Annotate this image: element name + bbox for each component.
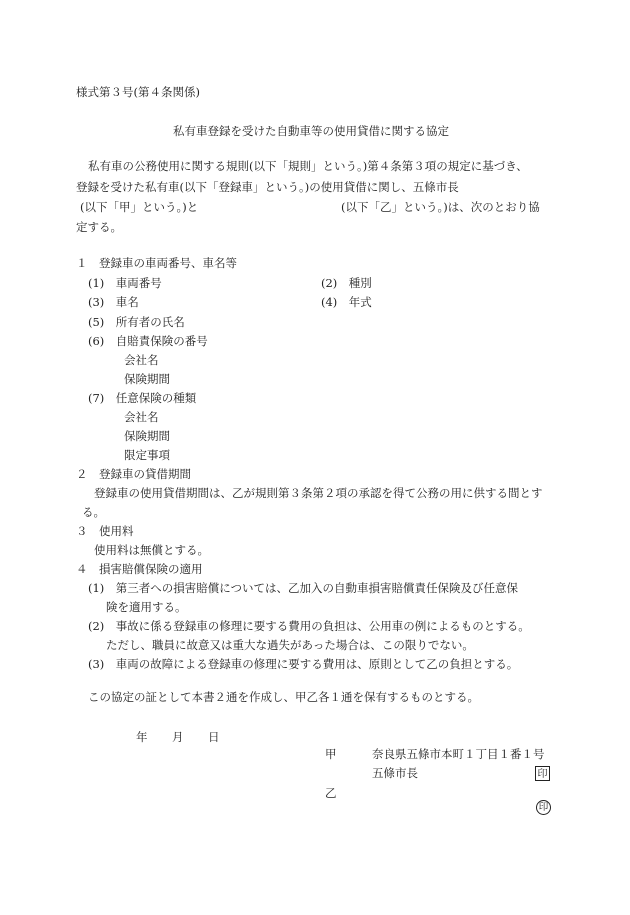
date-month: 月 <box>172 730 184 744</box>
party-b-seal: 印 <box>536 800 551 815</box>
section-4-item-3-line-1: (3) 車両の故障による登録車の修理に要する費用は、原則として乙の負担とする。 <box>88 657 519 671</box>
party-a-label: 甲 <box>325 747 337 761</box>
preamble-line-3b: (以下「乙」という。)は、次のとおり協 <box>341 200 540 214</box>
section-1-heading: １ 登録車の車両番号、車名等 <box>76 256 237 270</box>
section-4-item-2-line-1: (2) 事故に係る登録車の修理に要する費用の負担は、公用車の例によるものとする。 <box>88 619 530 633</box>
item-voluntary-insurance: (7) 任意保険の種類 <box>88 391 197 405</box>
item-compulsory-insurance: (6) 自賠責保険の番号 <box>88 334 208 348</box>
item-vehicle-type: (2) 種別 <box>321 276 372 290</box>
section-3-heading: ３ 使用料 <box>76 524 134 538</box>
section-4-heading: ４ 損害賠償保険の適用 <box>76 562 203 576</box>
section-2-line-2: る。 <box>82 505 105 519</box>
voluntary-insurance-company: 会社名 <box>124 410 159 424</box>
section-4-item-1-line-1: (1) 第三者への損害賠償については、乙加入の自動車損害賠償責任保険及び任意保 <box>88 581 519 595</box>
date-day: 日 <box>208 730 220 744</box>
party-b-label: 乙 <box>325 786 337 800</box>
preamble-line-2: 登録を受けた私有車(以下「登録車」という。)の使用貸借に関し、五條市長 <box>76 180 459 194</box>
item-vehicle-name: (3) 車名 <box>88 295 139 309</box>
party-a-seal: 印 <box>535 766 550 781</box>
voluntary-insurance-limits: 限定事項 <box>124 448 170 462</box>
party-a-address: 奈良県五條市本町１丁目１番１号 <box>372 747 545 761</box>
section-4-item-1-line-2: 険を適用する。 <box>106 600 187 614</box>
section-3-line-1: 使用料は無償とする。 <box>94 543 209 557</box>
preamble-line-4: 定する。 <box>76 220 122 234</box>
section-4-item-2-line-2: ただし、職員に故意又は重大な過失があった場合は、この限りでない。 <box>106 638 474 652</box>
compulsory-insurance-period: 保険期間 <box>124 372 170 386</box>
preamble-line-1: 私有車の公務使用に関する規則(以下「規則」という。)第４条第３項の規定に基づき、 <box>88 159 528 173</box>
section-2-heading: ２ 登録車の貸借期間 <box>76 467 191 481</box>
party-a-name: 五條市長 <box>372 766 418 780</box>
date-year: 年 <box>136 730 148 744</box>
compulsory-insurance-company: 会社名 <box>124 353 159 367</box>
document-title: 私有車登録を受けた自動車等の使用貸借に関する協定 <box>173 124 449 138</box>
preamble-line-3a: (以下「甲」という。)と <box>80 200 199 214</box>
item-vehicle-number: (1) 車両番号 <box>88 276 162 290</box>
closing-statement: この協定の証として本書２通を作成し、甲乙各１通を保有するものとする。 <box>88 690 479 704</box>
item-owner-name: (5) 所有者の氏名 <box>88 315 185 329</box>
section-2-line-1: 登録車の使用貸借期間は、乙が規則第３条第２項の承認を得て公務の用に供する間とす <box>94 486 543 500</box>
item-model-year: (4) 年式 <box>321 295 372 309</box>
voluntary-insurance-period: 保険期間 <box>124 429 170 443</box>
form-number: 様式第３号(第４条関係) <box>76 85 200 99</box>
